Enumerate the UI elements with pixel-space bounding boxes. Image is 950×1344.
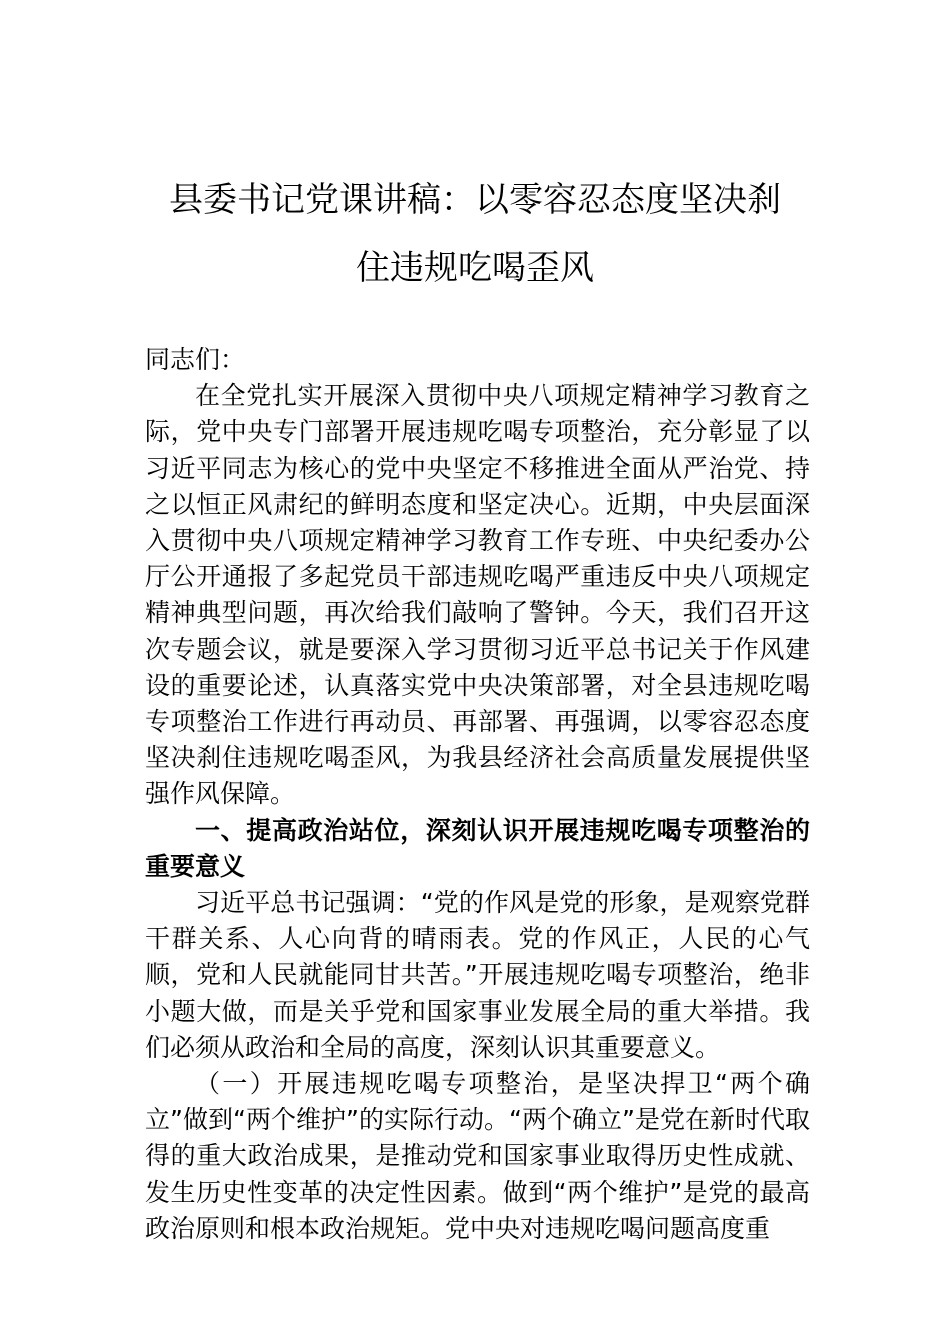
section-paragraph: 习近平总书记强调：“党的作风是党的形象，是观察党群干群关系、人心向背的晴雨表。党的作风正，人民的心气顺，党和人民就能同甘共苦。”开展违规吃喝专项整治，绝非小题大做，而是关乎党和国家事业发展全局的重大举措。我们必须从政治和全局的高度，深刻认识其重要意义。 [145, 888, 810, 1062]
salutation: 同志们： [145, 345, 246, 374]
body-paragraph: 在全党扎实开展深入贯彻中央八项规定精神学习教育之际，党中央专门部署开展违规吃喝专项整治，充分彰显了以习近平同志为核心的党中央坚定不移推进全面从严治党、持之以恒正风肃纪的鲜明态度和坚定决心。近期，中央层面深入贯彻中央八项规定精神学习教育工作专班、中央纪委办公厅公开通报了多起党员干部违规吃喝严重违反中央八项规定精神典型问题，再次给我们敲响了警钟。今天，我们召开这次专题会议，就是要深入学习贯彻习近平总书记关于作风建设的重要论述，认真落实党中央决策部署，对全县违规吃喝专项整治工作进行再动员、再部署、再强调，以零容忍态度坚决刹住违规吃喝歪风，为我县经济社会高质量发展提供坚强作风保障。 [145, 381, 810, 809]
document-title-line-2: 住违规吃喝歪风 [356, 248, 594, 288]
section-heading: 一、提高政治站位，深刻认识开展违规吃喝专项整治的重要意义 [145, 815, 810, 881]
document-title-line-1: 县委书记党课讲稿：以零容忍态度坚决刹 [169, 180, 781, 220]
section-paragraph: （一）开展违规吃喝专项整治，是坚决捍卫“两个确立”做到“两个维护”的实际行动。“两个确立”是党在新时代取得的重大政治成果，是推动党和国家事业取得历史性成就、发生历史性变革的决定性因素。做到“两个维护”是党的最高政治原则和根本政治规矩。党中央对违规吃喝问题高度重 [145, 1069, 810, 1243]
document-body [145, 342, 810, 1247]
